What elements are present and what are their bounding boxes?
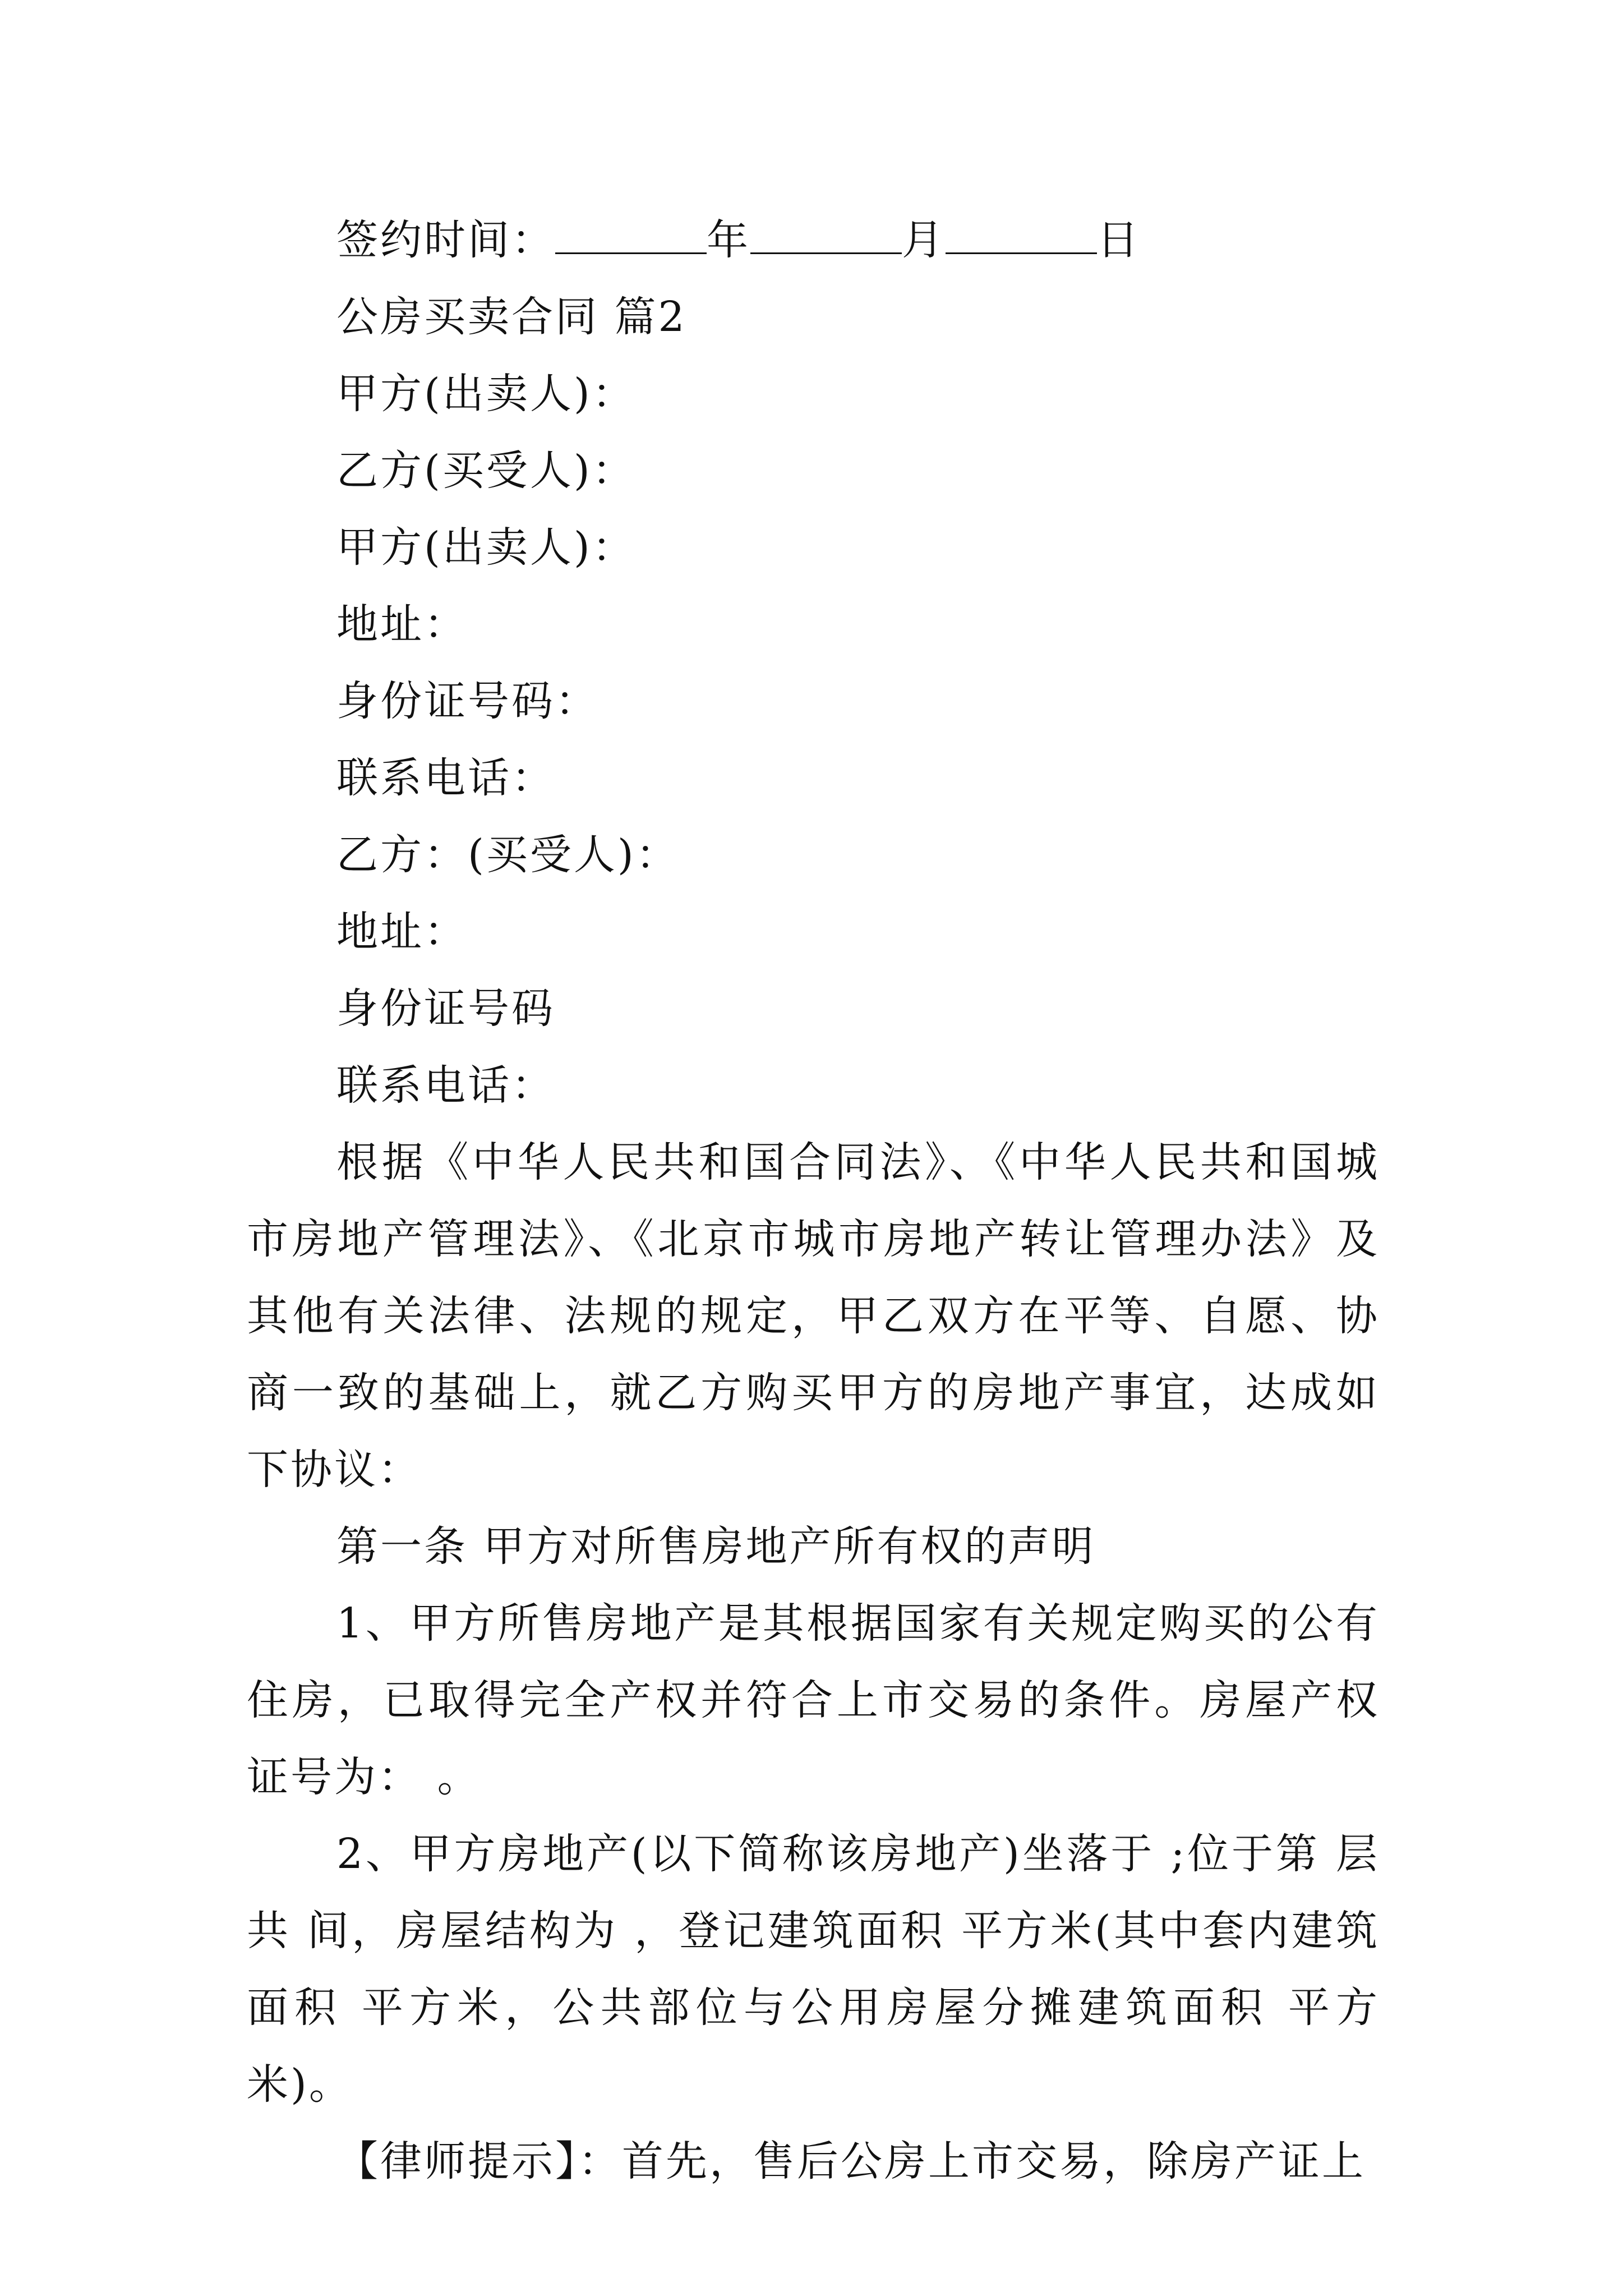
party-a-id-number: 身份证号码： bbox=[336, 677, 599, 725]
party-a-seller-detail: 甲方(出卖人)： bbox=[336, 523, 636, 572]
signing-time-line bbox=[247, 202, 1380, 279]
month-blank bbox=[750, 219, 902, 254]
day-blank bbox=[946, 219, 1097, 254]
party-a-address: 地址： bbox=[336, 600, 468, 648]
party-b-buyer: 乙方(买受人)： bbox=[336, 447, 636, 495]
lawyer-tip-paragraph: 【律师提示】：首先，售后公房上市交易，除房产证上 bbox=[336, 2137, 1366, 2185]
party-a-phone: 联系电话： bbox=[336, 754, 555, 802]
party-b-phone: 联系电话： bbox=[336, 1061, 555, 1110]
party-b-address: 地址： bbox=[336, 908, 468, 956]
preamble-paragraph: 根据《中华人民共和国合同法》、《中华人民共和国城市房地产管理法》、《北京市城市房地产转让管理办法》及其他有关法律、法规的规定，甲乙双方在平等、自愿、协商一致的基础上，就乙方购买甲方的房地产事宜，达成如下协议： bbox=[247, 1138, 1380, 1494]
contract-title: 公房买卖合同 篇2 bbox=[336, 293, 687, 341]
document-body bbox=[247, 202, 1380, 2200]
party-b-buyer-detail: 乙方：(买受人)： bbox=[336, 831, 680, 879]
party-a-seller: 甲方(出卖人)： bbox=[336, 370, 636, 418]
year-label: 年 bbox=[707, 216, 750, 264]
month-label: 月 bbox=[902, 216, 946, 264]
clause-1-paragraph: 1、甲方所售房地产是其根据国家有关规定购买的公有住房，已取得完全产权并符合上市交易的条件。房屋产权证号为： 。 bbox=[247, 1599, 1380, 1801]
party-b-id-number: 身份证号码 bbox=[336, 984, 555, 1033]
signing-time-label: 签约时间： bbox=[336, 216, 555, 264]
article-1-title: 第一条 甲方对所售房地产所有权的声明 bbox=[336, 1522, 1096, 1571]
year-blank bbox=[555, 219, 707, 254]
clause-2-paragraph: 2、甲方房地产(以下简称该房地产)坐落于 ;位于第 层共 间，房屋结构为 ，登记建筑面积 平方米(其中套内建筑面积 平方米，公共部位与公用房屋分摊建筑面积 平方米)。 bbox=[247, 1830, 1380, 2109]
day-label: 日 bbox=[1097, 216, 1141, 264]
